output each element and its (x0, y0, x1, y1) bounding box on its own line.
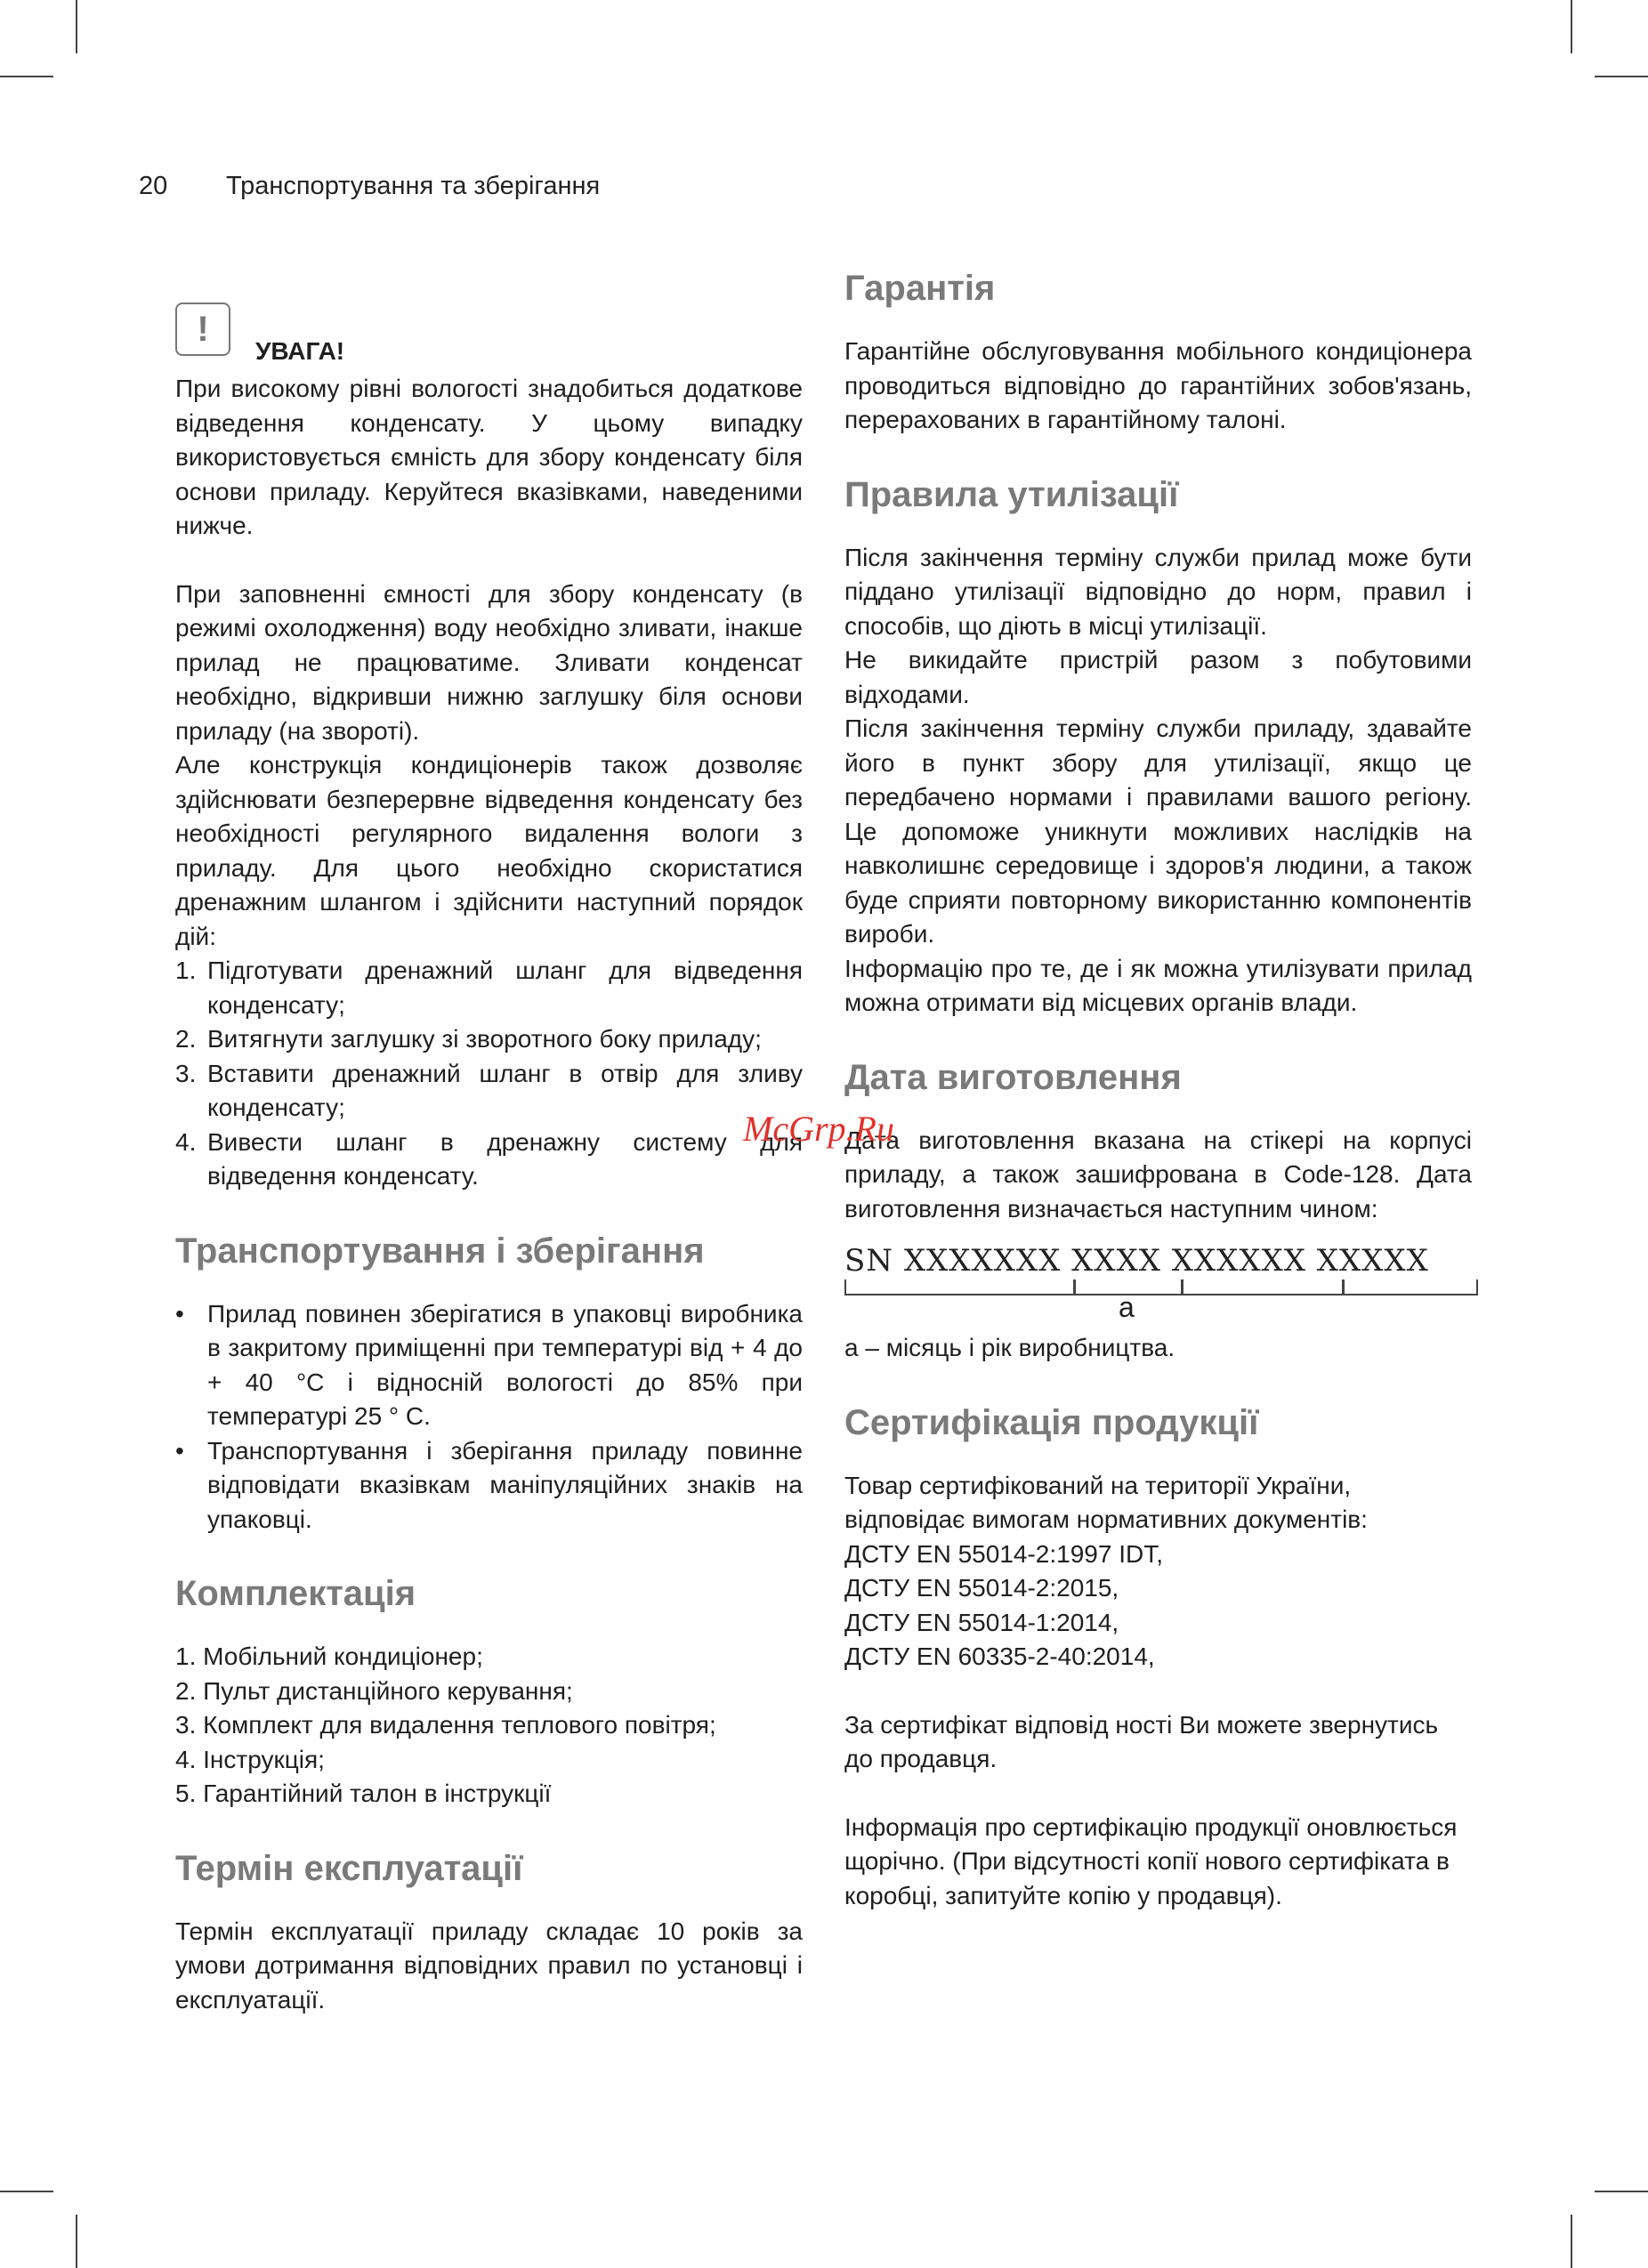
running-title: Транспортування та зберігання (226, 172, 601, 200)
list-item: 5. Гарантійний талон в інструкції (175, 1780, 552, 1807)
cert-line: відповідає вимогам нормативних документів: (844, 1505, 1368, 1533)
serial-code: SN XXXXXXX XXXX XXXXXX XXXXX (844, 1243, 1429, 1279)
crop-mark (76, 2215, 77, 2268)
paragraph: Інформація про сертифікацію продукції оновлюється щорічно. (При відсутності копії нового сертифіката в коробці, запитуйте копію у продавця). (844, 1812, 1458, 1909)
paragraph: Термін експлуатації приладу складає 10 років за умови дотримання відповідних правил по установці і експлуатації. (175, 1917, 803, 2014)
cert-line: ДСТУ EN 55014-2:2015, (844, 1574, 1119, 1602)
crop-mark (76, 0, 77, 53)
cert-line: ДСТУ EN 60335-2-40:2014, (844, 1642, 1155, 1670)
left-column (175, 303, 803, 2017)
transport-list (175, 1297, 803, 1538)
warning-icon: ! (175, 303, 230, 356)
paragraph: За сертифікат відповід ності Ви можете звернутись до продавця. (844, 1710, 1439, 1772)
cert-line: Товар сертифікований на території України, (844, 1471, 1352, 1499)
page-header (139, 172, 600, 201)
cert-line: ДСТУ EN 55014-1:2014, (844, 1608, 1119, 1636)
paragraph: Але конструкція кондиціонерів також дозволяє здійснювати безперервне відведення конденсату без необхідності регулярного видалення вологи з приладу. Для цього необхідно скористатися дренажним шлангом і здійснити наступний порядок дій: (175, 751, 803, 950)
section-heading-date: Дата виготовлення (844, 1057, 1182, 1097)
cert-block (844, 1469, 1472, 1675)
list-item: 4. Вивести шланг в дренажну систему для відведення конденсату. (175, 1127, 803, 1190)
list-item: 3. Комплект для видалення теплового повітря; (175, 1711, 716, 1739)
cert-line: ДСТУ EN 55014-2:1997 IDT, (844, 1539, 1163, 1568)
section-heading-transport: Транспортування і зберігання (175, 1231, 705, 1271)
list-item: • Транспортування і зберігання приладу повинне відповідати вказівкам маніпуляційних знаків на упаковці. (175, 1436, 803, 1533)
crop-mark (0, 76, 53, 77)
bracket (1343, 1279, 1478, 1295)
serial-code-diagram (844, 1243, 1472, 1323)
section-heading-cert: Сертифікація продукції (844, 1402, 1259, 1442)
bracket (844, 1279, 1075, 1295)
paragraph: Після закінчення терміну служби приладу, здавайте його в пункт збору для утилізації, якщо це передбачено нормами і правилами вашого регіону. Це допоможе уникнути можливих наслідків на навколишнє середовище і здоров'я людини, а також буде сприяти повторному використанню компонентів вироби. (844, 714, 1472, 948)
list-item: 2. Витягнути заглушку зі зворотного боку приладу; (175, 1025, 762, 1053)
crop-mark (1571, 0, 1572, 53)
section-heading-disposal: Правила утилізації (844, 474, 1179, 514)
code-legend: a – місяць і рік виробництва. (844, 1334, 1175, 1361)
paragraph: Інформацію про те, де і як можна утилізувати прилад можна отримати від місцевих органів влади. (844, 954, 1472, 1016)
code-label: a (1119, 1291, 1135, 1323)
crop-mark (1595, 76, 1648, 77)
right-column (844, 267, 1472, 1913)
list-item: 1. Підготувати дренажний шланг для відведення конденсату; (175, 956, 803, 1019)
section-heading-life: Термін експлуатації (175, 1848, 523, 1888)
section-heading-warranty: Гарантія (844, 269, 996, 308)
steps-list (175, 954, 803, 1194)
warning-title: УВАГА! (255, 337, 345, 365)
kit-list (175, 1640, 803, 1812)
list-item: 2. Пульт дистанційного керування; (175, 1676, 573, 1705)
warning-block (175, 303, 803, 372)
list-item: 3. Вставити дренажний шланг в отвір для зливу конденсату; (175, 1059, 803, 1121)
watermark: McGrp.Ru (743, 1109, 894, 1149)
list-item: 4. Інструкція; (175, 1745, 325, 1773)
paragraph: Гарантійне обслуговування мобільного кондиціонера проводиться відповідно до гарантійних зобов'язань, перерахованих в гарантійному талоні. (844, 337, 1472, 433)
warning-text: При високому рівні вологості знадобиться додаткове відведення конденсату. У цьому випадку використовується ємність для збору конденсату біля основи приладу. Керуйтеся вказівками, наведеними нижче. (175, 375, 803, 539)
crop-mark (1595, 2191, 1648, 2192)
bracket (1182, 1279, 1344, 1295)
list-item: 1. Мобільний кондиціонер; (175, 1642, 483, 1670)
list-item: • Прилад повинен зберігатися в упаковці виробника в закритому приміщенні при температурі від + 4 до + 40 °C і відносній вологості до 85% при температурі 25 ° C. (175, 1299, 803, 1430)
paragraph: Після закінчення терміну служби прилад може бути піддано утилізації відповідно до норм, правил і способів, що діють в місці утилізації. (844, 543, 1472, 640)
section-heading-kit: Комплектація (175, 1574, 416, 1613)
paragraph: Дата виготовлення вказана на стікері на корпусі приладу, а також зашифрована в Code-128. Дата виготовлення визначається наступним чином: (844, 1126, 1472, 1223)
paragraph: При заповненні ємності для збору конденсату (в режимі охолодження) воду необхідно зливати, інакше прилад не працюватиме. Зливати конденсат необхідно, відкривши нижню заглушку біля основи приладу (на звороті). (175, 579, 803, 745)
crop-mark (0, 2191, 53, 2192)
crop-mark (1571, 2215, 1572, 2268)
page-number: 20 (139, 172, 168, 200)
paragraph: Не викидайте пристрій разом з побутовими відходами. (844, 646, 1472, 708)
